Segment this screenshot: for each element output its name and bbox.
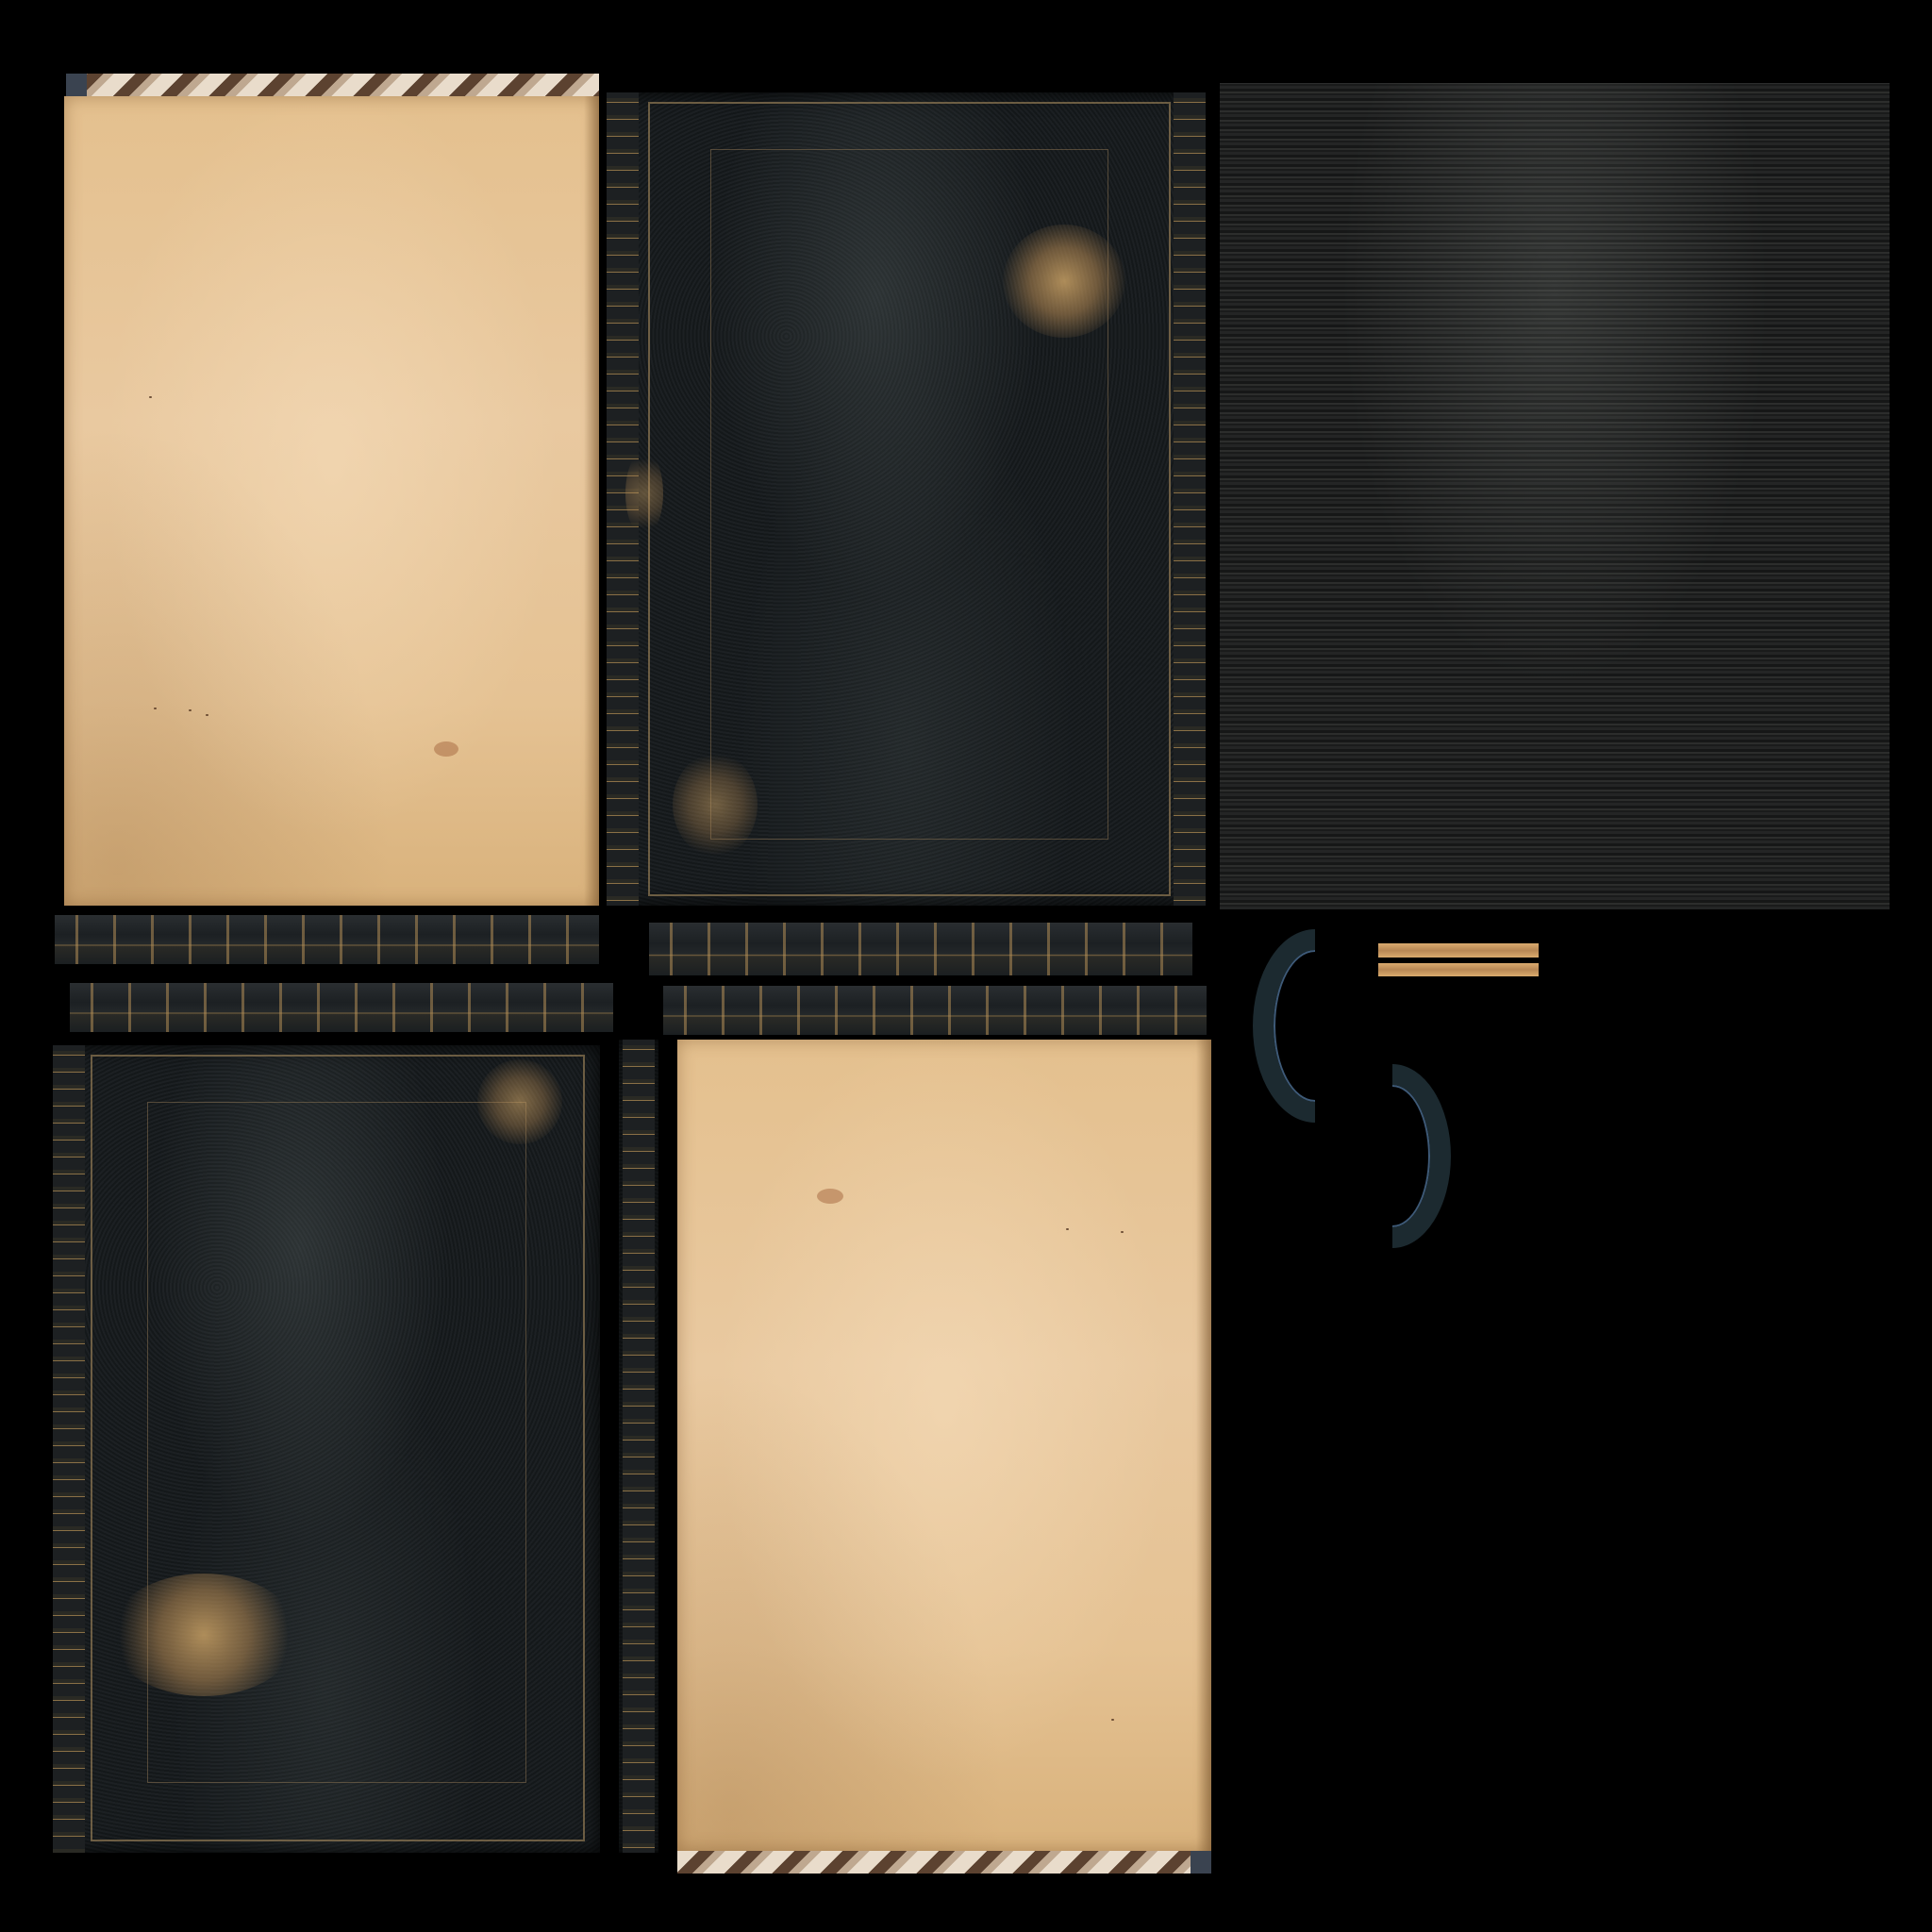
page-edge-bar-lower [1378,963,1539,976]
gilt-wear-mark [625,451,663,536]
vertical-spine [619,1040,658,1853]
spine-strip-1 [55,915,599,964]
page-stain [434,741,458,757]
headband-bottom [677,1851,1211,1874]
gilt-wear-mark [1003,225,1125,338]
inside-page-top-left [64,96,599,906]
spine-arc-right [1392,1064,1451,1248]
spine-strip-4 [663,986,1207,1035]
page-speck [149,396,152,398]
page-speck [1066,1228,1069,1230]
page-stain [817,1189,843,1204]
page-speck [189,709,192,711]
page-edge-bar-upper [1378,943,1539,958]
headband-cap-right [1191,1851,1211,1874]
spine-strip-2 [649,923,1192,975]
gilt-wear-mark [477,1059,562,1144]
headband-cap-left [66,74,87,96]
headband-top [66,74,599,96]
gilt-wear-mark [109,1574,298,1696]
leather-grain-swatch [1220,83,1890,909]
page-speck [154,708,157,709]
binding-edge [623,1040,655,1853]
inside-page-bottom-right [677,1040,1211,1851]
front-cover [53,1045,600,1853]
spine-strip-3 [70,983,613,1032]
page-speck [1121,1231,1124,1233]
gilt-wear-mark [673,753,758,857]
page-shade-right [1196,1040,1211,1851]
page-speck [206,714,208,716]
page-shade-right [584,96,599,906]
back-cover [607,92,1206,906]
arc-shape [1253,929,1315,1123]
arc-shape [1392,1064,1451,1248]
binding-edge-left [53,1045,85,1853]
page-speck [1111,1719,1114,1721]
binding-edge-right [1174,92,1206,906]
spine-arc-left [1253,929,1315,1123]
